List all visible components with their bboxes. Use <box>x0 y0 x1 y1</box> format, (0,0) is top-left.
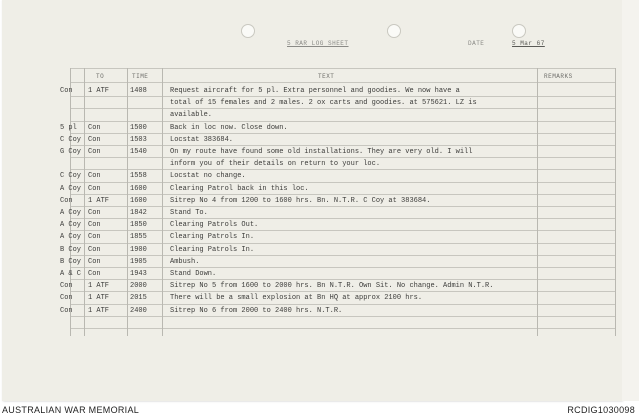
log-entry <box>0 257 620 267</box>
entry-text: On my route have found some old installations. They are very old. I will <box>170 148 473 156</box>
log-entry <box>0 293 620 303</box>
entry-time: 1540 <box>130 148 147 156</box>
entry-time: 1558 <box>130 172 147 181</box>
entry-from: A Coy <box>60 184 82 193</box>
entry-time: 1842 <box>130 209 147 217</box>
log-entry <box>0 147 620 169</box>
entry-text: Sitrep No 4 from 1200 to 1600 hrs. Bn. N.T.R. C Coy at 383684. <box>170 196 431 205</box>
row-rule <box>70 133 615 134</box>
entry-text: Locstat no change. <box>170 172 246 181</box>
entry-to: Con <box>88 123 101 132</box>
row-rule <box>70 316 615 317</box>
entry-from: G Coy <box>60 148 82 156</box>
entry-to: 1 ATF <box>88 294 110 303</box>
entry-from: B Coy <box>60 245 82 254</box>
row-rule <box>70 206 615 207</box>
entry-from: Con <box>60 196 73 205</box>
date-label: DATE <box>468 40 485 47</box>
entry-to: Con <box>88 172 101 181</box>
column-header-time: TIME <box>132 73 149 80</box>
footer-reference: RCDIG1030098 <box>567 405 635 415</box>
entry-from: A Coy <box>60 233 82 242</box>
entry-from: Con <box>60 282 73 291</box>
row-rule <box>70 108 615 109</box>
log-entry <box>0 171 620 181</box>
page-edge <box>622 0 639 401</box>
row-rule <box>70 194 615 195</box>
entry-time: 1850 <box>130 221 147 230</box>
row-rule <box>70 121 615 122</box>
entry-to: Con <box>88 135 101 144</box>
sheet-title: 5 RAR LOG SHEET <box>287 40 349 47</box>
entry-to: Con <box>88 245 101 254</box>
entry-text: Clearing Patrols In. <box>170 245 255 254</box>
entry-text: Clearing Patrols Out. <box>170 221 259 230</box>
entry-from: A Coy <box>60 209 82 217</box>
entry-from: Con <box>60 294 73 303</box>
log-entry <box>0 208 620 218</box>
entry-time: 1600 <box>130 184 147 193</box>
entry-time: 1500 <box>130 123 147 132</box>
row-rule <box>70 169 615 170</box>
column-header-remarks: REMARKS <box>544 73 573 80</box>
entry-from: Con <box>60 87 73 95</box>
entry-time: 1905 <box>130 257 147 266</box>
entry-from: C Coy <box>60 172 82 181</box>
entry-text: Request aircraft for 5 pl. Extra personnel and goodies. We now have a <box>170 87 460 95</box>
row-rule <box>70 243 615 244</box>
entry-text: Clearing Patrols In. <box>170 233 255 242</box>
entry-to: Con <box>88 209 101 217</box>
entry-time: 1600 <box>130 196 147 205</box>
entry-text: Locstat 383684. <box>170 135 234 144</box>
entry-text: Sitrep No 6 from 2000 to 2400 hrs. N.T.R. <box>170 306 343 315</box>
entry-text: Stand To. <box>170 209 208 217</box>
entry-text: available. <box>170 111 213 120</box>
row-rule <box>70 157 615 158</box>
log-entry <box>0 123 620 133</box>
column-header-to: TO <box>96 73 105 80</box>
log-entry <box>0 232 620 242</box>
entry-from: 5 pl <box>60 123 77 132</box>
entry-from: Con <box>60 306 73 315</box>
row-rule <box>70 279 615 280</box>
entry-time: 2400 <box>130 306 147 315</box>
entry-from: A & C <box>60 270 82 278</box>
log-entry <box>0 269 620 279</box>
entry-to: Con <box>88 270 101 278</box>
entry-text: total of 15 females and 2 males. 2 ox carts and goodies. at 575621. LZ is <box>170 99 477 108</box>
entry-to: Con <box>88 184 101 193</box>
entry-time: 1855 <box>130 233 147 242</box>
entry-text: Sitrep No 5 from 1600 to 2000 hrs. Bn N.T.R. Own Sit. No change. Admin N.T.R. <box>170 282 494 291</box>
row-rule <box>70 267 615 268</box>
entry-to: Con <box>88 221 101 230</box>
entry-to: 1 ATF <box>88 282 110 291</box>
column-header-text: TEXT <box>318 73 335 80</box>
entry-text: Clearing Patrol back in this loc. <box>170 184 309 193</box>
log-entry <box>0 184 620 194</box>
entry-to: 1 ATF <box>88 196 110 205</box>
row-rule <box>70 255 615 256</box>
row-rule <box>70 145 615 146</box>
date-value: 5 Mar 67 <box>512 40 545 47</box>
entry-from: C Coy <box>60 135 82 144</box>
entry-to: Con <box>88 233 101 242</box>
row-rule <box>70 291 615 292</box>
entry-to: Con <box>88 148 101 156</box>
entry-text: Stand Down. <box>170 270 217 278</box>
row-rule <box>70 82 615 83</box>
entry-time: 2000 <box>130 282 147 291</box>
entry-to: Con <box>88 257 101 266</box>
log-entry <box>0 220 620 230</box>
entry-text: Back in loc now. Close down. <box>170 123 288 132</box>
footer-source: AUSTRALIAN WAR MEMORIAL <box>2 405 140 415</box>
entry-text: inform you of their details on return to your loc. <box>170 160 381 169</box>
log-entry <box>0 135 620 145</box>
entry-to: 1 ATF <box>88 306 110 315</box>
log-entry <box>0 196 620 206</box>
entry-from: B Coy <box>60 257 82 266</box>
entry-time: 1900 <box>130 245 147 254</box>
entry-time: 2015 <box>130 294 147 303</box>
entry-text: Ambush. <box>170 257 200 266</box>
row-rule <box>70 304 615 305</box>
entry-to: 1 ATF <box>88 87 110 95</box>
row-rule <box>70 182 615 183</box>
row-rule <box>70 328 615 329</box>
row-rule <box>70 218 615 219</box>
log-entry <box>0 281 620 291</box>
entry-time: 1943 <box>130 270 147 278</box>
entry-from: A Coy <box>60 221 82 230</box>
row-rule <box>70 68 615 69</box>
row-rule <box>70 230 615 231</box>
log-entry <box>0 86 620 120</box>
row-rule <box>70 96 615 97</box>
log-entry <box>0 306 620 316</box>
log-entry <box>0 245 620 255</box>
entry-text: There will be a small explosion at Bn HQ at approx 2100 hrs. <box>170 294 423 303</box>
entry-time: 1503 <box>130 135 147 144</box>
entry-time: 1408 <box>130 87 147 95</box>
